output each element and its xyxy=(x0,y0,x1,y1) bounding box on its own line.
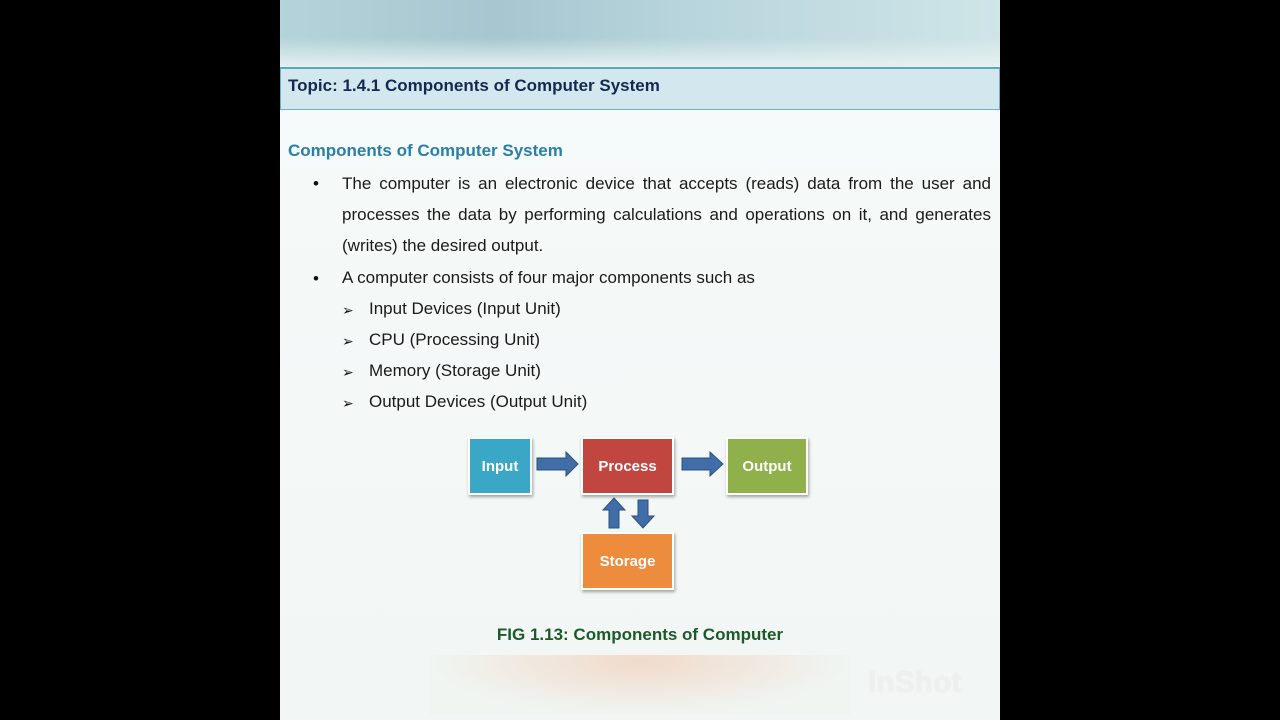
arrow-bullet-icon: ➢ xyxy=(342,302,354,318)
sub-item: Input Devices (Input Unit) xyxy=(369,299,561,318)
bullet-icon: • xyxy=(313,269,319,288)
section-heading: Components of Computer System xyxy=(288,141,563,160)
arrow-right-icon xyxy=(537,452,578,476)
arrow-bullet-icon: ➢ xyxy=(342,395,354,411)
process-box: Process xyxy=(581,437,674,495)
bullet-text: A computer consists of four major components such as xyxy=(342,268,755,287)
arrow-up-icon xyxy=(603,498,625,528)
output-box: Output xyxy=(726,437,808,495)
sub-item: CPU (Processing Unit) xyxy=(369,330,540,349)
slide xyxy=(280,0,1000,720)
sub-item: Output Devices (Output Unit) xyxy=(369,392,588,411)
arrow-bullet-icon: ➢ xyxy=(342,333,354,349)
arrow-down-icon xyxy=(632,500,654,528)
storage-box: Storage xyxy=(581,532,674,590)
arrow-right-icon xyxy=(682,452,723,476)
watermark-logo: InShot xyxy=(868,666,962,699)
input-box: Input xyxy=(468,437,532,495)
diagram-arrows xyxy=(280,0,1000,720)
blurred-region xyxy=(430,655,850,715)
figure-caption: FIG 1.13: Components of Computer xyxy=(496,625,784,644)
arrow-bullet-icon: ➢ xyxy=(342,364,354,380)
topic-title: Topic: 1.4.1 Components of Computer System xyxy=(288,76,660,95)
bullet-text: The computer is an electronic device that accepts (reads) data from the user and processes the data by performing calculations and operations on it, and generates (writes) the desired output. xyxy=(342,174,991,255)
sub-item: Memory (Storage Unit) xyxy=(369,361,541,380)
bullet-icon: • xyxy=(313,174,319,193)
